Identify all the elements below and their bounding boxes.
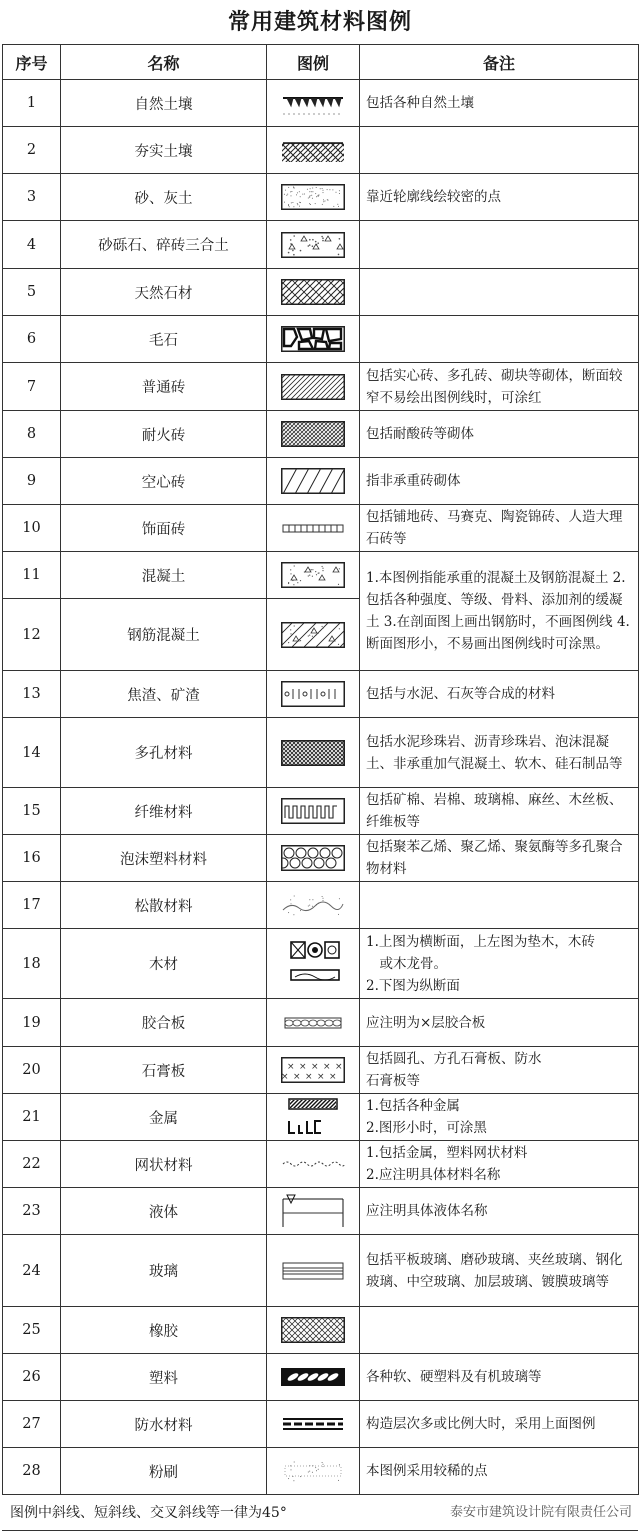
material-name: 石膏板 (61, 1047, 267, 1094)
material-note (360, 552, 639, 671)
table-row (3, 835, 639, 882)
svg-text:×: × (305, 1072, 313, 1082)
note-line: 包括耐酸砖等砌体 (366, 426, 474, 442)
material-note (360, 999, 639, 1047)
table-row (3, 221, 639, 269)
row-number: 20 (3, 1047, 61, 1094)
material-note (360, 718, 639, 788)
material-name: 防水材料 (61, 1401, 267, 1448)
table-row (3, 1401, 639, 1448)
row-number: 18 (3, 929, 61, 999)
table-row (3, 1235, 639, 1307)
glass-symbol (267, 1235, 360, 1307)
svg-text:×: × (323, 1062, 331, 1072)
liquid-symbol (267, 1188, 360, 1235)
reinforced-concrete-symbol (267, 599, 360, 671)
note-line: 包括实心砖、多孔砖、砌块等砌体，断面较窄不易绘出图例线时，可涂红 (366, 367, 623, 406)
material-name: 空心砖 (61, 458, 267, 505)
footer-note (2, 1495, 638, 1531)
material-name: 普通砖 (61, 363, 267, 411)
material-name: 玻璃 (61, 1235, 267, 1307)
note-line: 1.包括金属，塑料网状材料 (366, 1145, 528, 1161)
material-note (360, 411, 639, 458)
footer-text: 图例中斜线、短斜线、交叉斜线等一律为45° (10, 1505, 287, 1521)
row-number: 3 (3, 174, 61, 221)
table-row (3, 1188, 639, 1235)
note-line: 包括平板玻璃、磨砂玻璃、夹丝玻璃、钢化玻璃、中空玻璃、加层玻璃、镀膜玻璃等 (366, 1251, 623, 1290)
note-line: 包括水泥珍珠岩、沥青珍珠岩、泡沫混凝土、非承重加气混凝土、软木、硅石制品等 (366, 733, 623, 772)
concrete-symbol (267, 552, 360, 599)
note-line: 包括聚苯乙烯、聚乙烯、聚氨酶等多孔聚合物材料 (366, 839, 623, 877)
material-note (360, 1307, 639, 1354)
slag-symbol (267, 671, 360, 718)
material-note (360, 221, 639, 269)
svg-text:×: × (299, 1062, 307, 1072)
row-number: 17 (3, 882, 61, 929)
table-row (3, 505, 639, 552)
header-row (3, 45, 639, 80)
table-row (3, 671, 639, 718)
table-row (3, 411, 639, 458)
foam-symbol (267, 835, 360, 882)
note-line: 2.图形小时，可涂黑 (366, 1120, 487, 1136)
material-note (360, 1401, 639, 1448)
rubble-symbol (267, 316, 360, 363)
material-name: 塑料 (61, 1354, 267, 1401)
material-name: 砂砾石、碎砖三合土 (61, 221, 267, 269)
hollow-brick-symbol (267, 458, 360, 505)
header-name: 名称 (61, 45, 267, 80)
page-title: 常用建筑材料图例 (227, 9, 412, 35)
note-line: 1.本图例指能承重的混凝土及钢筋混凝土 2.包括各种强度、等级、骨料、添加剂的缓凝土 3.在剖面图上画出钢筋时，不画图例线 4.断面图形小，不易画出图例线时可涂黑。 (366, 570, 630, 652)
table-row (3, 1448, 639, 1495)
note-line: 包括铺地砖、马赛克、陶瓷锦砖、人造大理石砖等 (366, 509, 623, 547)
svg-text:×: × (329, 1072, 337, 1082)
row-number: 23 (3, 1188, 61, 1235)
material-note (360, 1188, 639, 1235)
table-row (3, 80, 639, 127)
row-number: 10 (3, 505, 61, 552)
material-name: 钢筋混凝土 (61, 599, 267, 671)
row-number: 11 (3, 552, 61, 599)
row-number: 15 (3, 788, 61, 835)
row-number: 25 (3, 1307, 61, 1354)
note-line: 构造层次多或比例大时，采用上面图例 (366, 1416, 596, 1432)
svg-text:×: × (317, 1072, 325, 1082)
table-row (3, 1307, 639, 1354)
material-name: 多孔材料 (61, 718, 267, 788)
material-note (360, 458, 639, 505)
row-number: 16 (3, 835, 61, 882)
table-row (3, 127, 639, 174)
table-row (3, 1354, 639, 1401)
table-row (3, 718, 639, 788)
note-line: 包括圆孔、方孔石膏板、防水 (366, 1051, 542, 1067)
waterproof-symbol (267, 1401, 360, 1448)
table-row (3, 458, 639, 505)
table-row (3, 999, 639, 1047)
row-number: 26 (3, 1354, 61, 1401)
row-number: 14 (3, 718, 61, 788)
material-name: 网状材料 (61, 1141, 267, 1188)
material-name: 混凝土 (61, 552, 267, 599)
note-line: 靠近轮廓线绘较密的点 (366, 189, 501, 205)
table-row (3, 788, 639, 835)
firebrick-symbol (267, 411, 360, 458)
table-row (3, 269, 639, 316)
note-line: 指非承重砖砌体 (366, 473, 461, 489)
note-line: 本图例采用较稀的点 (366, 1463, 488, 1479)
svg-text:×: × (311, 1062, 319, 1072)
metal-symbol (267, 1094, 360, 1141)
row-number: 12 (3, 599, 61, 671)
material-note (360, 835, 639, 882)
material-name: 液体 (61, 1188, 267, 1235)
mesh-symbol (267, 1141, 360, 1188)
wood-symbol (267, 929, 360, 999)
material-note (360, 1354, 639, 1401)
rubber-symbol (267, 1307, 360, 1354)
material-name: 橡胶 (61, 1307, 267, 1354)
material-note (360, 127, 639, 174)
material-name: 泡沫塑料材料 (61, 835, 267, 882)
table-row (3, 882, 639, 929)
note-line: 1.上图为横断面，上左图为垫木，木砖 (366, 933, 595, 950)
note-line: 包括矿棉、岩棉、玻璃棉、麻丝、木丝板、纤维板等 (366, 792, 623, 830)
row-number: 6 (3, 316, 61, 363)
material-name: 饰面砖 (61, 505, 267, 552)
note-line: 应注明具体液体名称 (366, 1203, 488, 1219)
material-name: 自然土壤 (61, 80, 267, 127)
material-note (360, 788, 639, 835)
material-name: 天然石材 (61, 269, 267, 316)
table-row (3, 1047, 639, 1094)
row-number: 9 (3, 458, 61, 505)
note-line: 石膏板等 (366, 1073, 420, 1089)
note-line: 或木龙骨。 (366, 955, 447, 972)
material-note (360, 363, 639, 411)
row-number: 2 (3, 127, 61, 174)
note-line: 各种软、硬塑料及有机玻璃等 (366, 1369, 542, 1385)
row-number: 13 (3, 671, 61, 718)
material-note (360, 174, 639, 221)
row-number: 19 (3, 999, 61, 1047)
material-note (360, 80, 639, 127)
row-number: 5 (3, 269, 61, 316)
material-note (360, 671, 639, 718)
row-number: 7 (3, 363, 61, 411)
row-number: 28 (3, 1448, 61, 1495)
common-brick-symbol (267, 363, 360, 411)
row-number: 22 (3, 1141, 61, 1188)
fiber-symbol (267, 788, 360, 835)
header-no: 序号 (3, 45, 61, 80)
material-name: 纤维材料 (61, 788, 267, 835)
material-note (360, 1047, 639, 1094)
material-name: 胶合板 (61, 999, 267, 1047)
note-line: 包括与水泥、石灰等合成的材料 (366, 686, 555, 702)
plywood-symbol (267, 999, 360, 1047)
svg-text:×: × (335, 1062, 343, 1072)
svg-text:×: × (293, 1072, 301, 1082)
material-note (360, 269, 639, 316)
natural-soil-symbol (267, 80, 360, 127)
material-name: 毛石 (61, 316, 267, 363)
material-name: 焦渣、矿渣 (61, 671, 267, 718)
plastic-symbol (267, 1354, 360, 1401)
material-note (360, 316, 639, 363)
gypsum-symbol (267, 1047, 360, 1094)
compacted-soil-symbol (267, 127, 360, 174)
natural-stone-symbol (267, 269, 360, 316)
row-number: 4 (3, 221, 61, 269)
porous-symbol (267, 718, 360, 788)
note-line: 应注明为×层胶合板 (366, 1014, 486, 1031)
plaster-symbol (267, 1448, 360, 1495)
row-number: 24 (3, 1235, 61, 1307)
material-name: 木材 (61, 929, 267, 999)
row-number: 21 (3, 1094, 61, 1141)
note-line: 1.包括各种金属 (366, 1098, 460, 1114)
material-note (360, 929, 639, 999)
header-symbol: 图例 (267, 45, 360, 80)
row-number: 8 (3, 411, 61, 458)
note-line: 包括各种自然土壤 (366, 95, 474, 111)
note-line: 2.应注明具体材料名称 (366, 1167, 501, 1183)
material-name: 耐火砖 (61, 411, 267, 458)
table-row (3, 174, 639, 221)
note-line: 2.下图为纵断面 (366, 977, 460, 994)
sand-lime-symbol (267, 174, 360, 221)
material-note (360, 1448, 639, 1495)
material-name: 松散材料 (61, 882, 267, 929)
gravel-symbol (267, 221, 360, 269)
table-row (3, 363, 639, 411)
materials-table (2, 44, 639, 1495)
material-name: 砂、灰土 (61, 174, 267, 221)
material-note (360, 1141, 639, 1188)
material-note (360, 882, 639, 929)
table-row (3, 552, 639, 599)
watermark: 泰安市建筑设计院有限责任公司 (449, 1505, 632, 1520)
material-name: 金属 (61, 1094, 267, 1141)
svg-text:×: × (287, 1062, 295, 1072)
material-note (360, 1235, 639, 1307)
svg-text:×: × (281, 1072, 289, 1082)
material-name: 夯实土壤 (61, 127, 267, 174)
material-name: 粉刷 (61, 1448, 267, 1495)
header-note: 备注 (360, 45, 639, 80)
loose-symbol (267, 882, 360, 929)
row-number: 27 (3, 1401, 61, 1448)
table-row (3, 1094, 639, 1141)
row-number: 1 (3, 80, 61, 127)
table-row (3, 929, 639, 999)
material-note (360, 505, 639, 552)
facing-brick-symbol (267, 505, 360, 552)
table-row (3, 1141, 639, 1188)
material-note (360, 1094, 639, 1141)
table-row (3, 316, 639, 363)
